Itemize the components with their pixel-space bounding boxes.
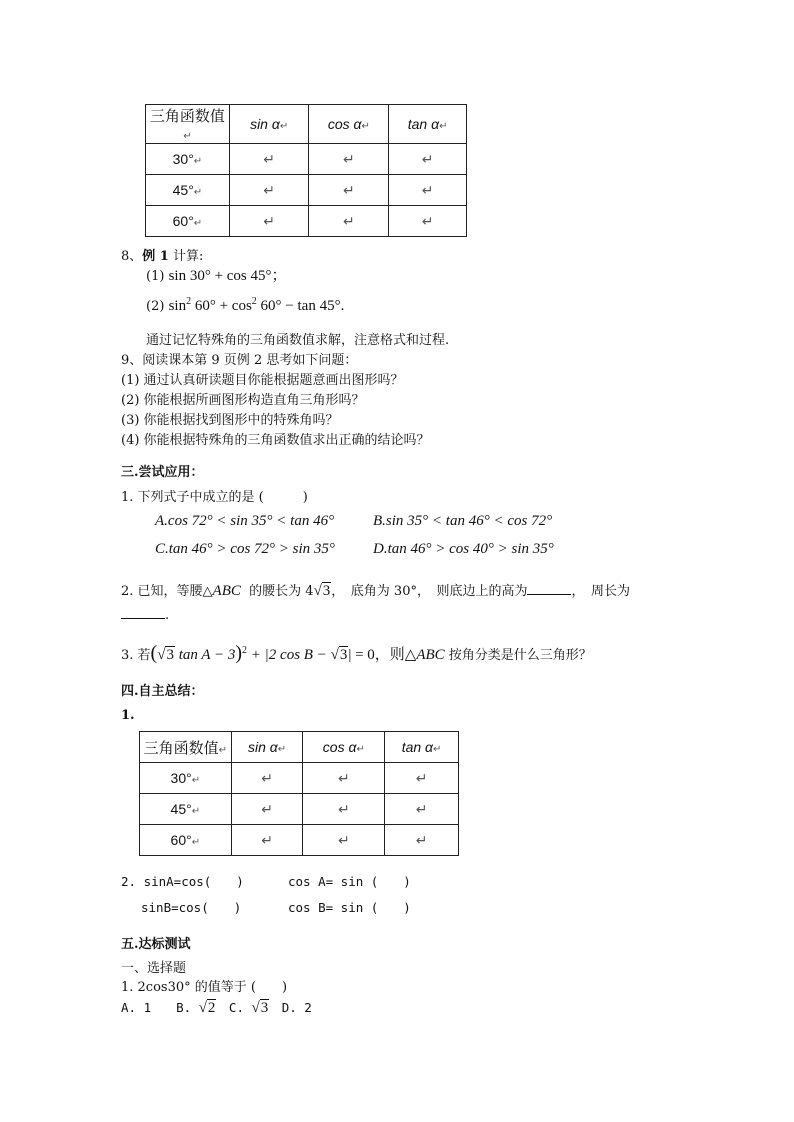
option-d: D.tan 46° > cos 40° > sin 35°: [373, 541, 554, 557]
section-title: 三.尝试应用：: [121, 465, 204, 480]
s5-options: A. 1 B. √2 C. √3 D. 2: [121, 1000, 312, 1016]
s4-num: 1.: [121, 708, 135, 723]
q8-part2: (2) $\sin^2 60^\circ + \cos^2 60^\circ - \tan 45^\circ$.: [146, 296, 345, 314]
table-row: 30°↵ ↵ ↵ ↵: [146, 144, 467, 175]
section-title: 五.达标测试: [121, 937, 191, 952]
list-item: (1) 通过认真研读题目你能根据题意画出图形吗？: [121, 373, 404, 388]
option-a: A.cos 72° < sin 35° < tan 46°: [155, 513, 335, 529]
table-header-cell: tan α↵: [389, 105, 467, 144]
s5-sub: 一、选择题: [121, 961, 187, 976]
s3-q3: 3. 若(√3 tan A − 3)$^2$ + |2 cos B − √3| = 0，则△ABC 按角分类是什么三角形？: [121, 642, 592, 664]
list-item: (3) 你能根据找到图形中的特殊角吗？: [121, 413, 339, 428]
table-row: 30°↵ ↵ ↵ ↵: [140, 763, 459, 794]
trig-table-1: [145, 104, 467, 237]
table-row: 45°↵ ↵ ↵ ↵: [146, 175, 467, 206]
q8-heading: 8、例 1 计算:: [121, 249, 204, 264]
q9-title: 9、阅读课本第 9 页例 2 思考如下问题：: [121, 353, 358, 368]
table-row: 60°↵ ↵ ↵ ↵: [140, 825, 459, 856]
q8-part1: (1) sin 30° + cos 45°；: [146, 268, 287, 284]
list-item: (4) 你能根据特殊角的三角函数值求出正确的结论吗？: [121, 433, 430, 448]
table-header-cell: cos α↵: [309, 105, 389, 144]
list-item: (2) 你能根据所画图形构造直角三角形吗？: [121, 393, 365, 408]
option-b: B.sin 35° < tan 46° < cos 72°: [373, 513, 553, 529]
table-header-cell: sin α↵: [231, 732, 303, 763]
table-row: 45°↵ ↵ ↵ ↵: [140, 794, 459, 825]
option-c: C.tan 46° > cos 72° > sin 35°: [155, 541, 335, 557]
section-title: 四.自主总结：: [121, 684, 204, 699]
table-header-cell: 三角函数值↵: [140, 732, 232, 763]
s4-line1-a: 2. sinA=cos( ): [121, 874, 244, 889]
s4-line2-b: cos B= sin ( ): [288, 900, 411, 915]
table-header-cell: tan α↵: [385, 732, 459, 763]
table-row: 60°↵ ↵ ↵ ↵: [146, 206, 467, 237]
s4-line2-a: sinB=cos( ): [141, 900, 242, 915]
s5-q1: 1. 2cos30° 的值等于 ( ): [121, 980, 288, 995]
table-header-cell: sin α↵: [229, 105, 309, 144]
q8-note: 通过记忆特殊角的三角函数值求解，注意格式和过程.: [146, 333, 450, 348]
s3-q2-cont: .: [121, 606, 169, 623]
s3-q1: 1. 下列式子中成立的是 ( ): [121, 490, 308, 505]
table-header-cell: 三角函数值↵: [146, 105, 230, 144]
s4-line1-b: cos A= sin ( ): [288, 874, 411, 889]
s3-q2: 2. 已知，等腰△ABC 的腰长为 4√3， 底角为 30°， 则底边上的高为 ， 周长为: [121, 583, 630, 599]
trig-table-2: [139, 731, 459, 856]
table-header-cell: cos α↵: [303, 732, 385, 763]
